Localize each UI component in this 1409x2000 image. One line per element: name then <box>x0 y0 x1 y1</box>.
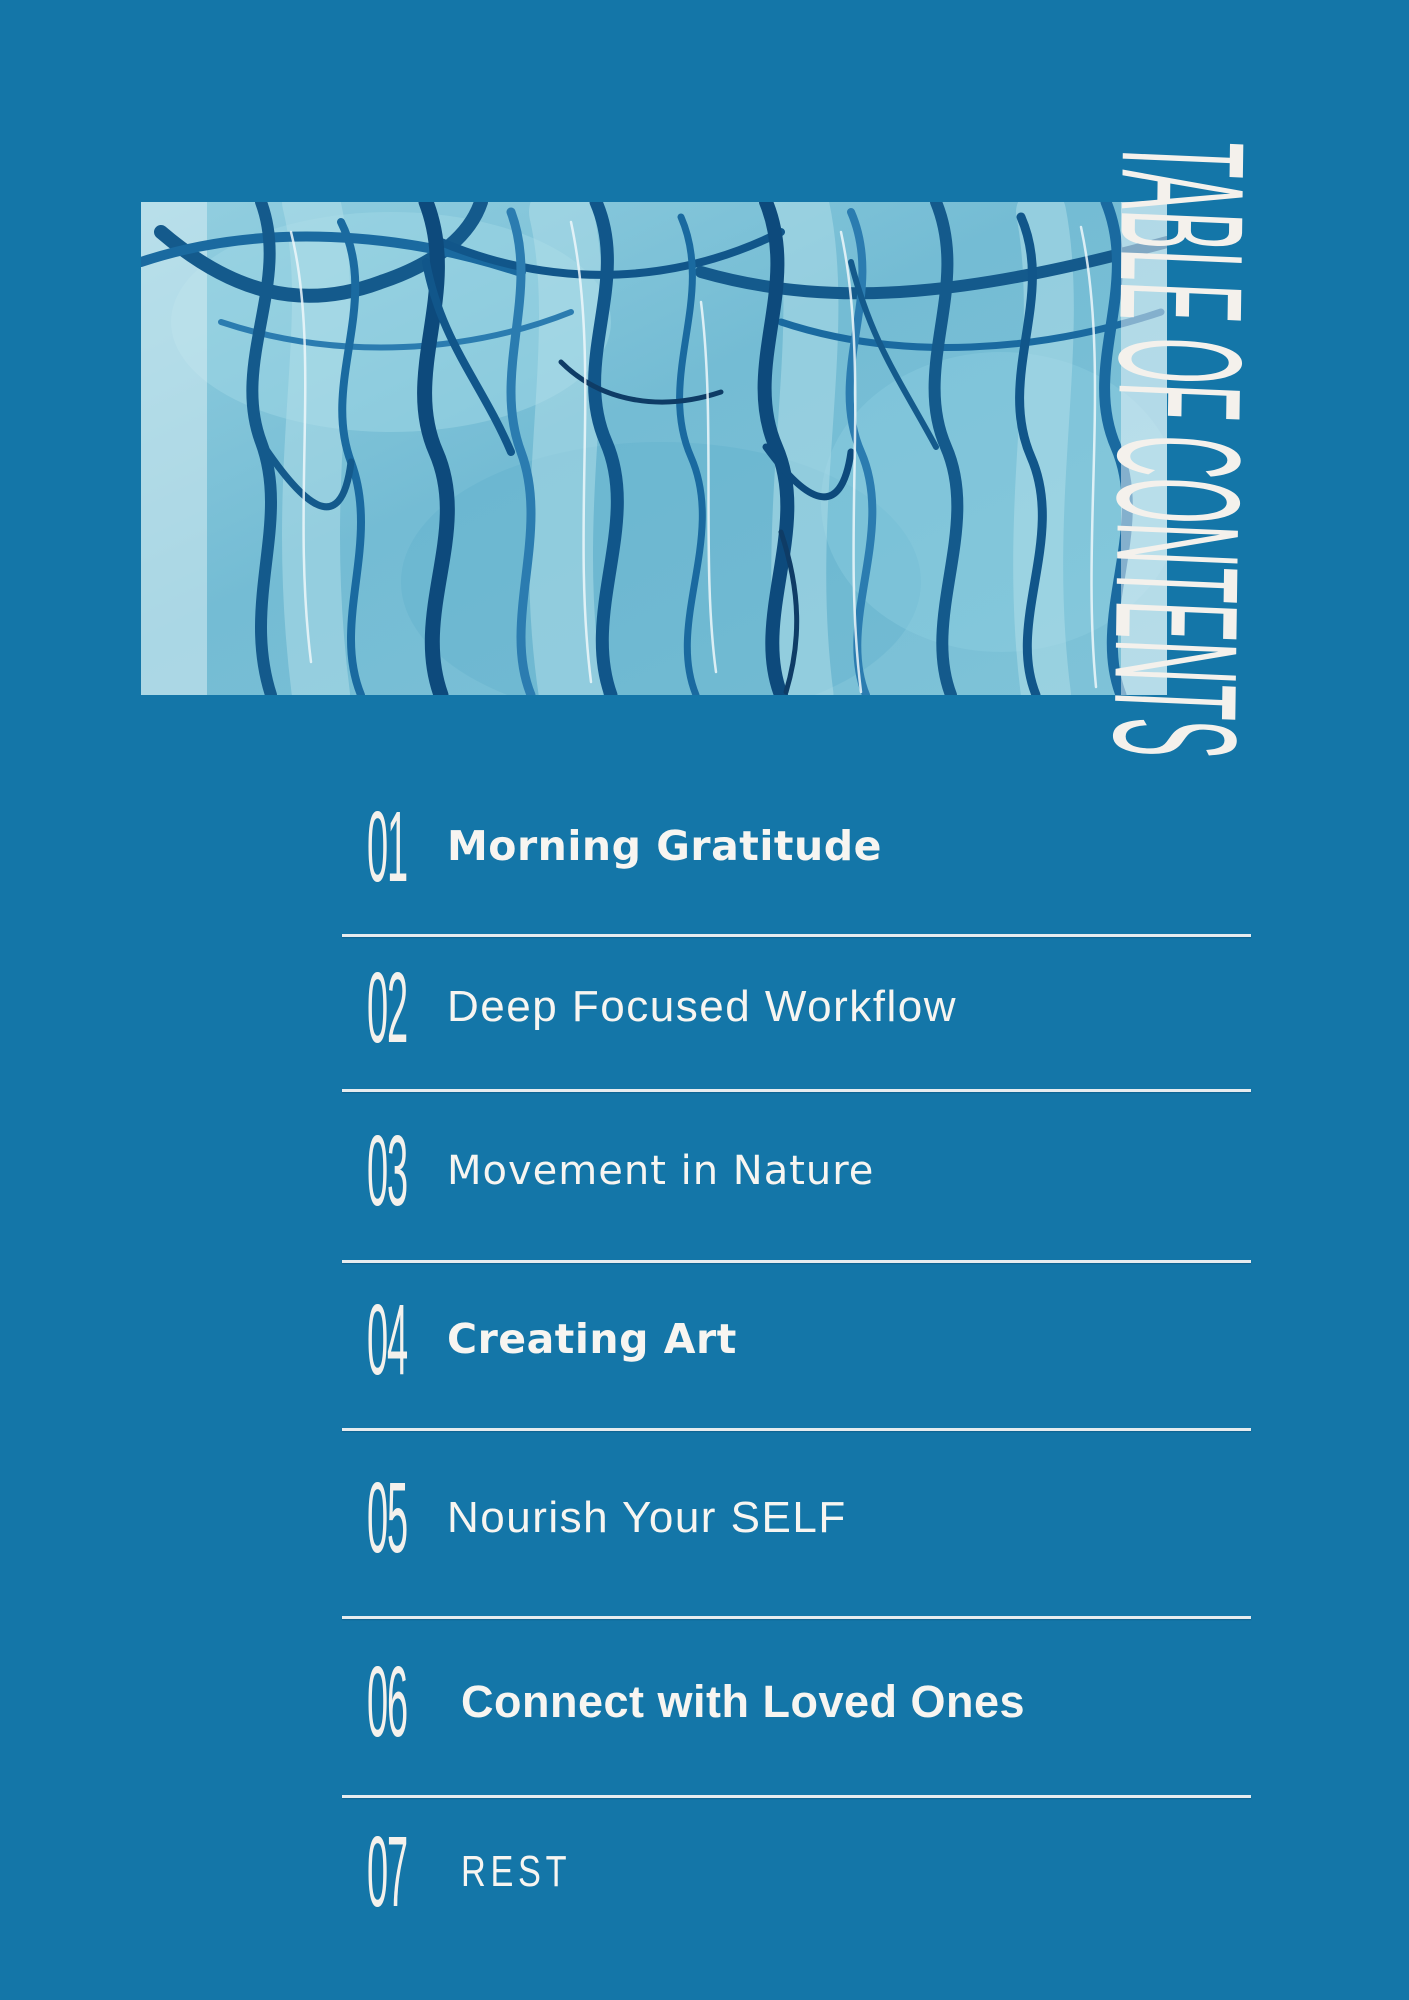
toc-item-03[interactable] <box>342 1092 1251 1263</box>
toc-item-02[interactable] <box>342 937 1251 1092</box>
item-label: Deep Focused Workflow <box>447 982 957 1032</box>
page-title: TABLE OF CONTENTS <box>1076 136 1282 754</box>
toc-item-06[interactable] <box>342 1619 1251 1798</box>
item-number: 01 <box>367 790 407 903</box>
item-number: 02 <box>367 951 407 1064</box>
item-label: Nourish Your SELF <box>447 1492 847 1542</box>
item-label: Movement in Nature <box>447 1147 875 1194</box>
toc-item-05[interactable] <box>342 1431 1251 1619</box>
item-label: REST <box>461 1846 572 1896</box>
toc-item-07[interactable] <box>342 1798 1251 1960</box>
item-label: Connect with Loved Ones <box>461 1675 1026 1727</box>
item-number: 07 <box>367 1816 407 1928</box>
item-label: Morning Gratitude <box>447 821 882 870</box>
page-title-vertical <box>1076 122 1282 812</box>
abstract-blue-painting <box>141 202 1167 695</box>
item-label: Creating Art <box>447 1315 737 1364</box>
toc-item-01[interactable] <box>342 770 1251 937</box>
item-number: 03 <box>367 1114 407 1227</box>
toc-list <box>342 770 1251 1960</box>
item-number: 06 <box>367 1645 407 1758</box>
item-number: 04 <box>367 1284 407 1396</box>
item-number: 05 <box>367 1462 407 1574</box>
toc-item-04[interactable] <box>342 1263 1251 1431</box>
